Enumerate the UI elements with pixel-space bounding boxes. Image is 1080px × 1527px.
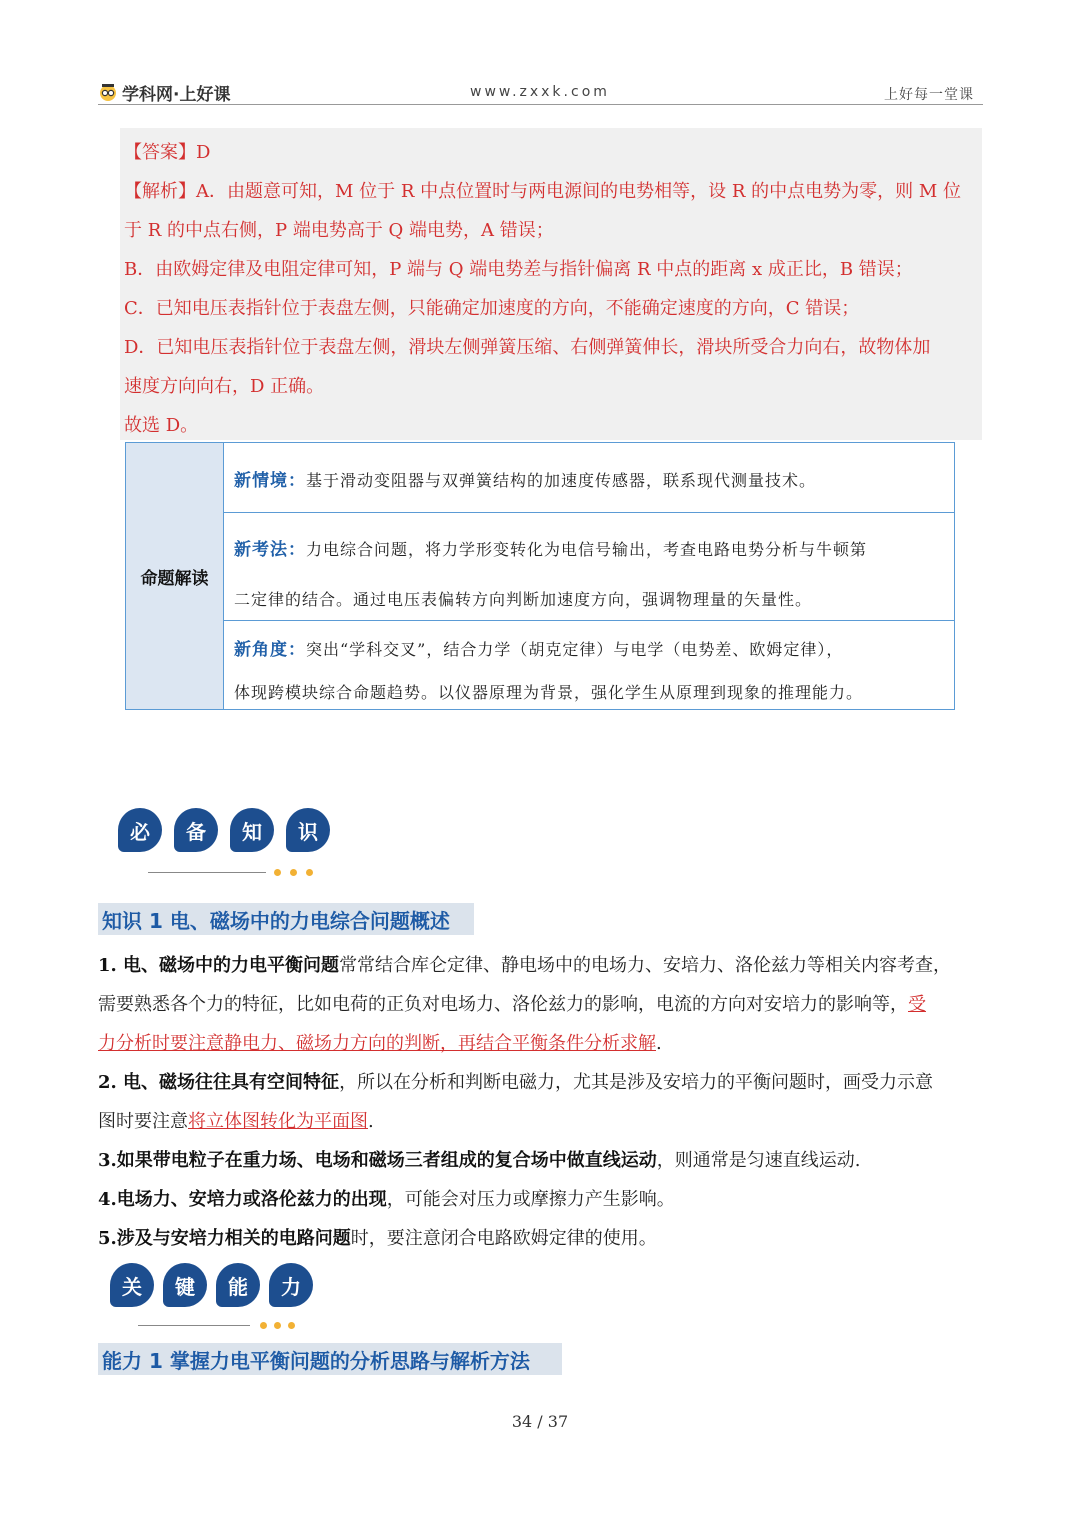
- analysis-text: 突出“学科交叉”，结合力学（胡克定律）与电学（电势差、欧姆定律），: [306, 640, 844, 659]
- section-heading: 能力 1 掌握力电平衡问题的分析思路与解析方法: [98, 1343, 562, 1375]
- header-rule: [98, 104, 983, 105]
- analysis-row: [224, 621, 954, 711]
- section-badge: 力: [269, 1263, 313, 1307]
- analysis-label-cell: [126, 443, 224, 709]
- logo-text: 学科网·上好课: [122, 84, 231, 105]
- paragraph-text: 常常结合库仑定律、静电场中的电场力、安培力、洛伦兹力等相关内容考查，: [339, 955, 952, 976]
- analysis-row: [224, 443, 954, 513]
- header-slogan: 上好每一堂课: [884, 87, 974, 103]
- paragraph-2: [98, 1068, 933, 1094]
- analysis-text: 二定律的结合。通过电压表偏转方向判断加速度方向，强调物理量的矢量性。: [234, 590, 813, 609]
- analysis-text: 体现跨模块综合命题趋势。以仪器原理为背景，强化学生从原理到现象的推理能力。: [234, 683, 864, 702]
- paragraph-bold: 2. 电、磁场往往具有空间特征: [98, 1072, 340, 1093]
- highlight-text: 将立体图转化为平面图: [188, 1111, 368, 1132]
- decorative-dot: [290, 869, 297, 876]
- paragraph-text: 需要熟悉各个力的特征，比如电荷的正负对电场力、洛伦兹力的影响，电流的方向对安培力的影响等，: [98, 994, 908, 1015]
- decorative-dot: [274, 869, 281, 876]
- paragraph-bold: 4.电场力、安培力或洛伦兹力的出现: [98, 1189, 387, 1210]
- analysis-row-line: [234, 466, 816, 491]
- answer-line: B．由欧姆定律及电阻定律可知，P 端与 Q 端电势差与指针偏离 R 中点的距离 x 成正比，B 错误；: [124, 259, 913, 280]
- answer-line: 于 R 的中点右侧，P 端电势高于 Q 端电势，A 错误；: [124, 220, 554, 241]
- analysis-label: 命题解读: [140, 568, 209, 589]
- analysis-row-line: [234, 535, 867, 560]
- analysis-key: 新考法：: [234, 540, 306, 560]
- decorative-line: [138, 1325, 250, 1326]
- paragraph-1-line2: [98, 990, 926, 1016]
- section-badge: 能: [216, 1263, 260, 1307]
- paragraph-bold: 1. 电、磁场中的力电平衡问题: [98, 955, 340, 976]
- paragraph-text: .: [368, 1111, 374, 1132]
- decorative-dot: [274, 1322, 281, 1329]
- analysis-key: 新角度：: [234, 640, 306, 660]
- highlight-text: 受: [908, 994, 926, 1015]
- answer-line: 故选 D。: [124, 415, 199, 436]
- paragraph-1: [98, 951, 951, 977]
- logo: [98, 80, 230, 104]
- decorative-dot: [260, 1322, 267, 1329]
- decorative-line: [148, 872, 266, 873]
- analysis-text: 力电综合问题，将力学形变转化为电信号输出，考查电路电势分析与牛顿第: [306, 540, 868, 559]
- analysis-key: 新情境：: [234, 471, 306, 491]
- decorative-dot: [288, 1322, 295, 1329]
- answer-line: C．已知电压表指针位于表盘左侧，只能确定加速度的方向，不能确定速度的方向，C 错误；: [124, 298, 860, 319]
- paragraph-4: [98, 1185, 675, 1211]
- section-badge: 知: [230, 808, 274, 852]
- paragraph-bold: 5.涉及与安培力相关的电路问题: [98, 1228, 351, 1249]
- section-heading: 知识 1 电、磁场中的力电综合问题概述: [98, 903, 474, 935]
- paragraph-text: .: [656, 1033, 662, 1054]
- paragraph-text: ，则通常是匀速直线运动.: [656, 1150, 861, 1171]
- answer-line: 【解析】A．由题意可知，M 位于 R 中点位置时与两电源间的电势相等，设 R 的中点电势为零，则 M 位: [124, 181, 962, 202]
- paragraph-text: ，可能会对压力或摩擦力产生影响。: [386, 1189, 675, 1210]
- paragraph-3: [98, 1146, 861, 1172]
- paragraph-text: 图时要注意: [98, 1111, 188, 1132]
- paragraph-5: [98, 1224, 657, 1250]
- logo-icon: [98, 82, 118, 102]
- header-url: www.zxxk.com: [470, 84, 610, 100]
- page-number: 34 / 37: [511, 1412, 569, 1431]
- decorative-dot: [306, 869, 313, 876]
- analysis-table: [125, 442, 955, 710]
- analysis-text: 基于滑动变阻器与双弹簧结构的加速度传感器，联系现代测量技术。: [306, 471, 817, 490]
- analysis-row-line: [234, 635, 843, 660]
- answer-line: 速度方向向右，D 正确。: [124, 376, 325, 397]
- paragraph-1-line3: [98, 1029, 662, 1055]
- answer-line: 【答案】D: [124, 142, 211, 163]
- section-badge: 必: [118, 808, 162, 852]
- section-badge: 识: [286, 808, 330, 852]
- paragraph-text: 时，要注意闭合电路欧姆定律的使用。: [350, 1228, 657, 1249]
- section-badge: 备: [174, 808, 218, 852]
- answer-line: D．已知电压表指针位于表盘左侧，滑块左侧弹簧压缩、右侧弹簧伸长，滑块所受合力向右，故物体加: [124, 337, 931, 358]
- analysis-row: [224, 513, 954, 621]
- paragraph-bold: 3.如果带电粒子在重力场、电场和磁场三者组成的复合场中做直线运动: [98, 1150, 657, 1171]
- paragraph-2-line2: [98, 1107, 374, 1133]
- section-badge: 关: [110, 1263, 154, 1307]
- section-badge: 键: [163, 1263, 207, 1307]
- highlight-text: 力分析时要注意静电力、磁场力方向的判断，再结合平衡条件分析求解: [98, 1033, 656, 1054]
- paragraph-text: ，所以在分析和判断电磁力，尤其是涉及安培力的平衡问题时，画受力示意: [339, 1072, 934, 1093]
